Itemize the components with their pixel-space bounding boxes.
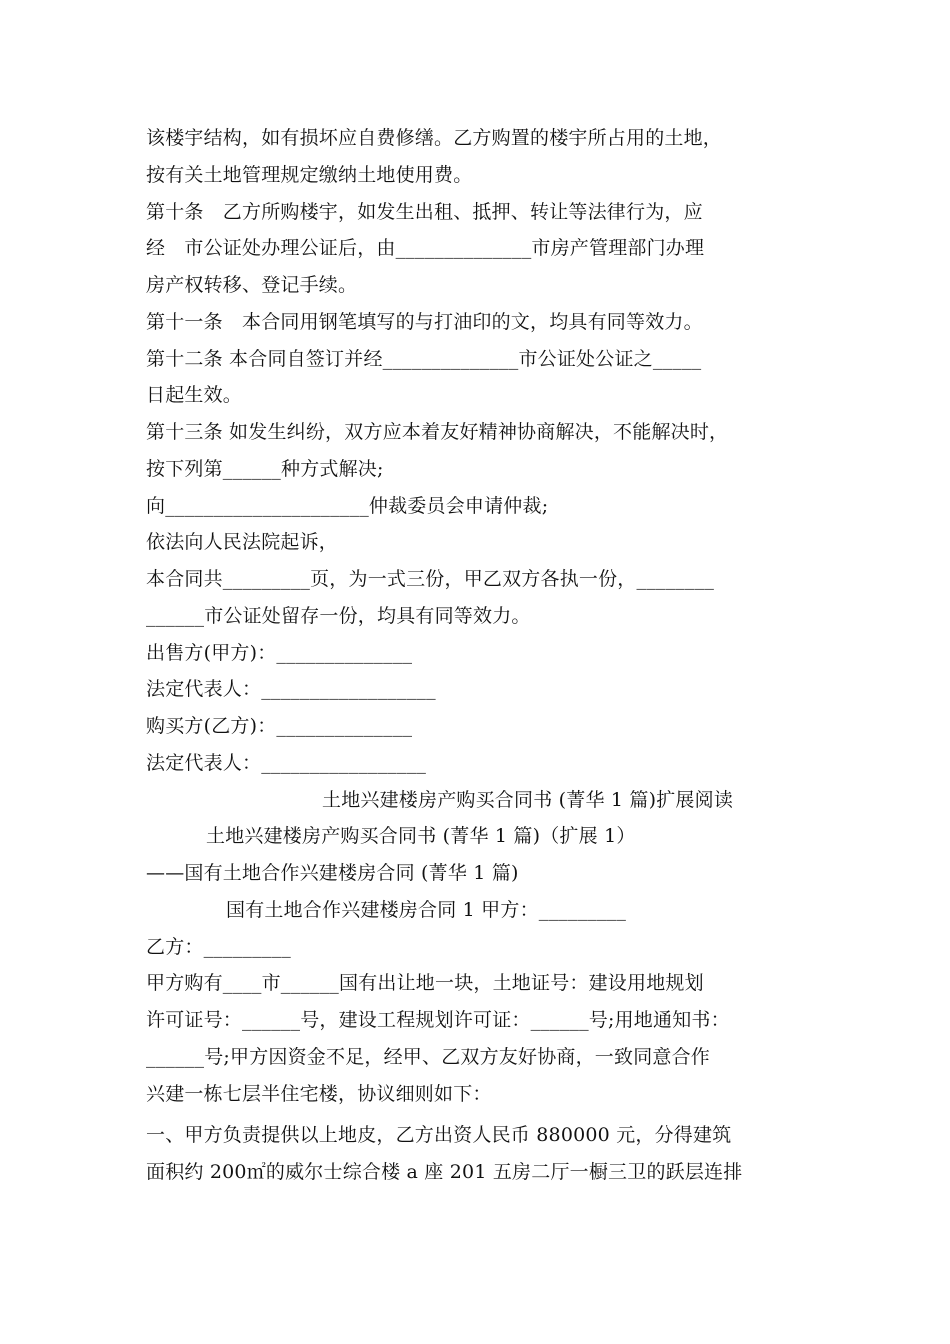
extended-reading-heading: 土地兴建楼房产购买合同书 (菁华 1 篇)扩展阅读 bbox=[322, 789, 734, 811]
body-text-line: 兴建一栋七层半住宅楼，协议细则如下： bbox=[146, 1083, 492, 1105]
clause-11-line: 第十一条 本合同用钢笔填写的与打油印的文，均具有同等效力。 bbox=[146, 311, 703, 333]
body-text-line: 面积约 200㎡的威尔士综合楼 a 座 201 五房二厅一橱三卫的跃层连排 bbox=[146, 1161, 743, 1183]
buyer-representative-line: 法定代表人：_________________ bbox=[146, 752, 427, 774]
extension-subheading: 土地兴建楼房产购买合同书 (菁华 1 篇)（扩展 1） bbox=[206, 825, 636, 847]
party-a-line: 国有土地合作兴建楼房合同 1 甲方：_________ bbox=[226, 899, 627, 921]
party-b-line: 乙方：_________ bbox=[146, 936, 291, 958]
clause-13-line: 第十三条 如发生纠纷，双方应本着友好精神协商解决，不能解决时， bbox=[146, 421, 729, 443]
body-text-line: 按有关土地管理规定缴纳土地使用费。 bbox=[146, 164, 473, 186]
body-text-line: 许可证号：______号，建设工程规划许可证：______号;用地通知书： bbox=[146, 1009, 730, 1031]
body-text-line: 经 市公证处办理公证后，由______________市房产管理部门办理 bbox=[146, 237, 705, 259]
contract-title-line: ——国有土地合作兴建楼房合同 (菁华 1 篇) bbox=[146, 862, 519, 884]
body-text-line: ______号;甲方因资金不足，经甲、乙双方友好协商，一致同意合作 bbox=[146, 1046, 711, 1068]
article-1-line: 一、甲方负责提供以上地皮，乙方出资人民币 880000 元，分得建筑 bbox=[146, 1124, 732, 1146]
body-text-line: 该楼宇结构，如有损坏应自费修缮。乙方购置的楼宇所占用的土地， bbox=[146, 127, 723, 149]
buyer-signature-line: 购买方(乙方)：______________ bbox=[146, 715, 413, 737]
body-text-line: 房产权转移、登记手续。 bbox=[146, 274, 358, 296]
arbitration-line: 向_____________________仲裁委员会申请仲裁; bbox=[146, 495, 549, 517]
body-text-line: 日起生效。 bbox=[146, 384, 243, 406]
lawsuit-line: 依法向人民法院起诉， bbox=[146, 531, 339, 553]
body-text-line: 按下列第______种方式解决; bbox=[146, 458, 384, 480]
clause-10-line: 第十条 乙方所购楼宇，如发生出租、抵押、转让等法律行为，应 bbox=[146, 201, 703, 223]
copies-line: 本合同共_________页，为一式三份，甲乙双方各执一份，________ bbox=[146, 568, 715, 590]
seller-representative-line: 法定代表人：__________________ bbox=[146, 678, 436, 700]
seller-signature-line: 出售方(甲方)：______________ bbox=[146, 642, 413, 664]
body-text-line: 甲方购有____市______国有出让地一块，土地证号：建设用地规划 bbox=[146, 972, 704, 994]
body-text-line: ______市公证处留存一份，均具有同等效力。 bbox=[146, 605, 531, 627]
clause-12-line: 第十二条 本合同自签订并经______________市公证处公证之_____ bbox=[146, 348, 702, 370]
